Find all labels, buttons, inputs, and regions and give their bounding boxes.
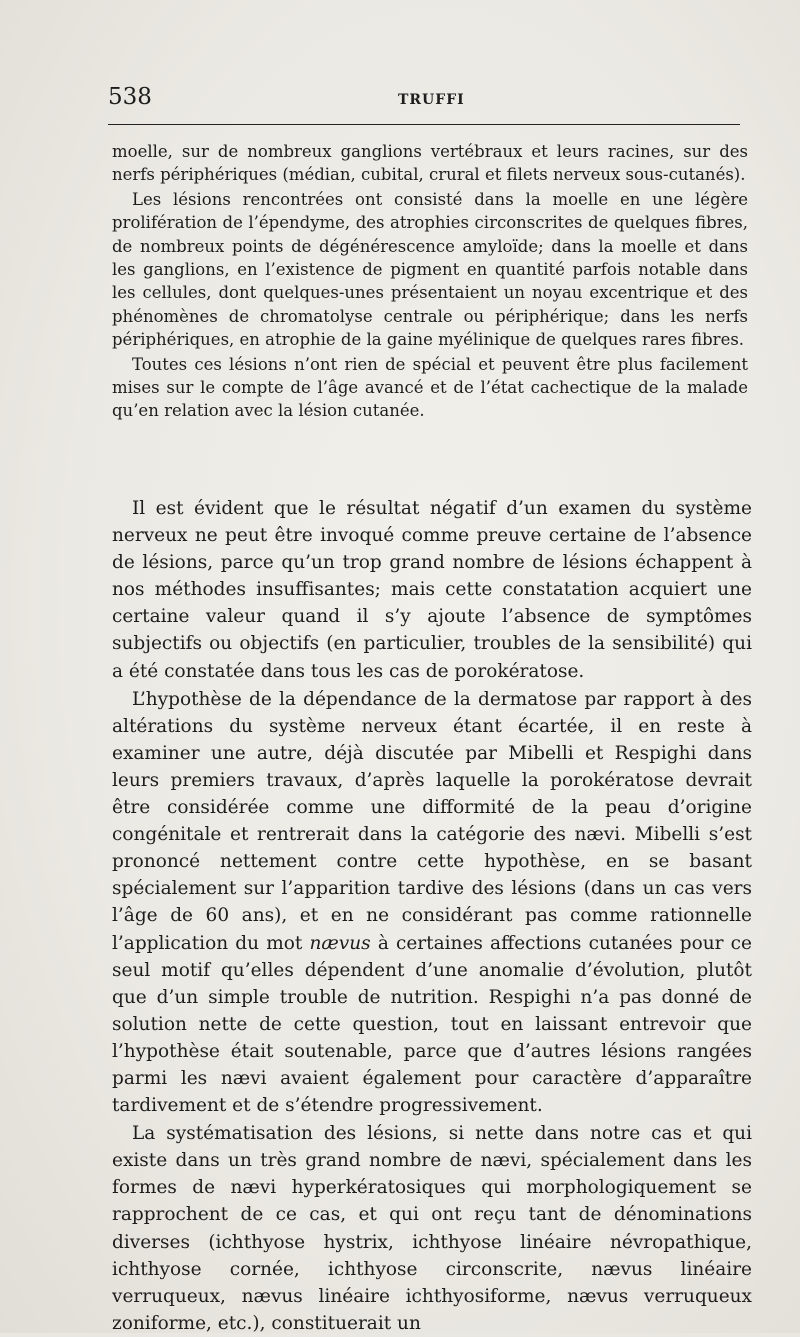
body-paragraph-2-part-b: à certaines affections cutanées pour ce seul motif qu’elles dépendent d’une anomalie d’évolution, plutôt que d’un simple trouble de nutrition. Respighi n’a pas donné de solution nette de cette question, tout en laissant entrevoir que l’hypothèse était soutenable, parce que d’autres lésions rangées parmi les nævi avaient également pour caractère d’apparaître tardivement et de s’étendre progressivement. [112,932,752,1117]
body-paragraph-3: La systématisation des lésions, si nette dans notre cas et qui existe dans un très grand nombre de nævi, spécialement dans les formes de nævi hyperkératosiques qui morphologiquement se rapprochent de ce cas, et qui ont reçu tant de dénominations diverses (ichthyose hystrix, ichthyose linéaire névropathique, ichthyose cornée, ichthyose circonscrite, nævus linéaire verruqueux, nævus linéaire ichthyosiforme, nævus verruqueux zoniforme, etc.), constituerait un [112,1123,752,1334]
italic-naevus: nævus [309,932,371,954]
small-print-section [112,140,748,423]
page-header [108,84,740,124]
page-number: 538 [108,84,152,110]
body-paragraph-2-part-a: L’hypothèse de la dépendance de la dermatose par rapport à des altérations du système nerveux étant écartée, il en reste à examiner une autre, déjà discutée par Mibelli et Respighi dans leurs premiers travaux, d’après laquelle la porokératose devrait être considérée comme une difformité de la peau d’origine congénitale et rentrerait dans la catégorie des nævi. Mibelli s’est prononcé nettement contre cette hypothèse, en se basant spécialement sur l’apparition tardive des lésions (dans un cas vers l’âge de 60 ans), et en ne considérant pas comme rationnelle l’application du mot [112,688,752,954]
body-paragraph-2 [112,686,752,1120]
small-paragraph-2: Les lésions rencontrées ont consisté dans la moelle en une légère prolifération de l’épendyme, des atrophies circonscrites de quelques fibres, de nombreux points de dégénérescence amyloïde; dans la moelle et dans les ganglions, en l’existence de pigment en quantité parfois notable dans les cellules, dont quelques-unes présentaient un noyau excentrique et des phénomènes de chromatolyse centrale ou périphérique; dans les nerfs périphériques, en atrophie de la gaine myélinique de quelques rares fibres. [112,189,748,350]
body-paragraph-1: Il est évident que le résultat négatif d’un examen du système nerveux ne peut être invoqué comme preuve certaine de l’absence de lésions, parce qu’un trop grand nombre de lésions échappent à nos méthodes insuffisantes; mais cette constatation acquiert une certaine valeur quand il s’y ajoute l’absence de symptômes subjectifs ou objectifs (en particulier, troubles de la sensibilité) qui a été constatée dans tous les cas de porokératose. [112,498,752,682]
main-text-section [112,495,752,1337]
header-rule [108,124,740,125]
small-paragraph-3: Toutes ces lésions n’ont rien de spécial et peuvent être plus facilement mises sur le compte de l’âge avancé et de l’état cachectique de la malade qu’en relation avec la lésion cutanée. [112,354,748,421]
running-head: TRUFFI [398,92,465,108]
small-paragraph-1: moelle, sur de nombreux ganglions vertébraux et leurs racines, sur des nerfs périphériques (médian, cubital, crural et filets nerveux sous-cutanés). [112,142,748,185]
